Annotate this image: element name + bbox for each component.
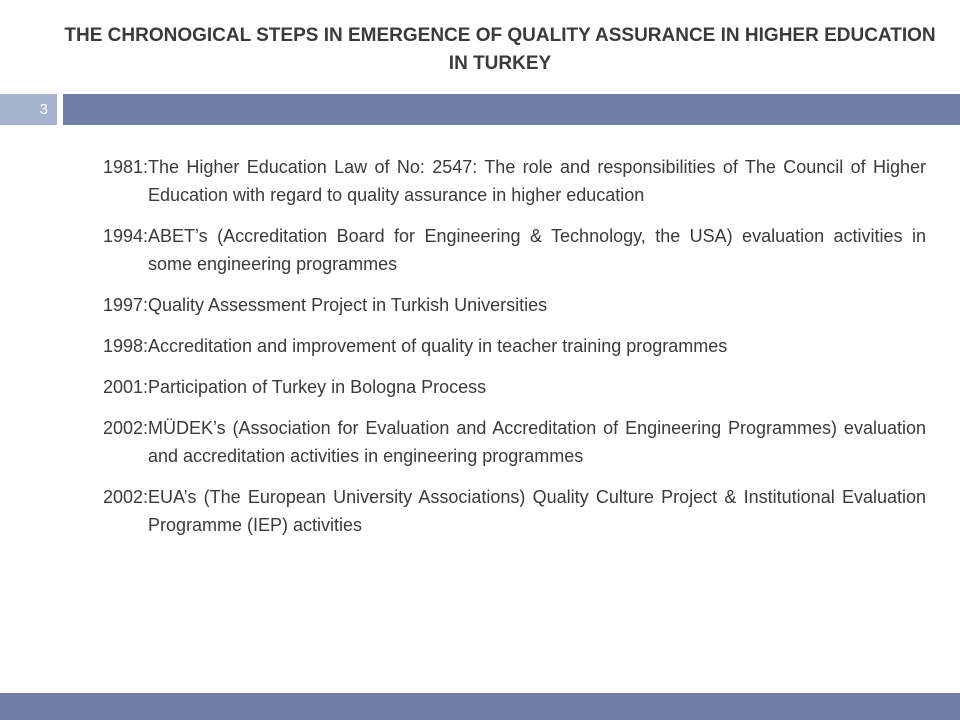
timeline-item-2002-mudek [60, 414, 926, 470]
timeline-year: 2002: [102, 418, 148, 438]
timeline-year: 2001: [102, 377, 148, 397]
timeline-year: 1997: [102, 295, 148, 315]
timeline-text: EUA’s (The European University Associations) Quality Culture Project & Institutional Evaluation Programme (IEP) activities [148, 487, 926, 535]
timeline-text: ABET’s (Accreditation Board for Engineering & Technology, the USA) evaluation activities in some engineering programmes [148, 226, 926, 274]
timeline-text: MÜDEK’s (Association for Evaluation and Accreditation of Engineering Programmes) evaluation and accreditation activities in engineering programmes [148, 418, 926, 466]
timeline-text: Quality Assessment Project in Turkish Universities [148, 295, 548, 315]
timeline-text: Participation of Turkey in Bologna Process [148, 377, 487, 397]
timeline-year: 1981: [102, 157, 148, 177]
slide-title: THE CHRONOGICAL STEPS IN EMERGENCE OF QUALITY ASSURANCE IN HIGHER EDUCATION IN TURKEY [64, 25, 936, 74]
timeline-item-2001 [60, 373, 926, 401]
timeline-item-1998 [60, 332, 926, 360]
timeline-item-1981 [60, 153, 926, 209]
footer-bar [0, 693, 960, 720]
timeline-item-2002-eua [60, 483, 926, 539]
timeline-item-1997 [60, 291, 926, 319]
timeline-text: Accreditation and improvement of quality in teacher training programmes [148, 336, 728, 356]
slide-number: 3 [39, 101, 48, 118]
timeline-year: 2002: [102, 487, 148, 507]
timeline-text: The Higher Education Law of No: 2547: The role and responsibilities of The Council of Higher Education with regard to quality assurance in higher education [148, 157, 926, 205]
timeline-list [60, 153, 926, 552]
timeline-year: 1998: [102, 336, 148, 356]
timeline-item-1994 [60, 222, 926, 278]
timeline-year: 1994: [102, 226, 148, 246]
header-divider-bar [63, 94, 960, 125]
